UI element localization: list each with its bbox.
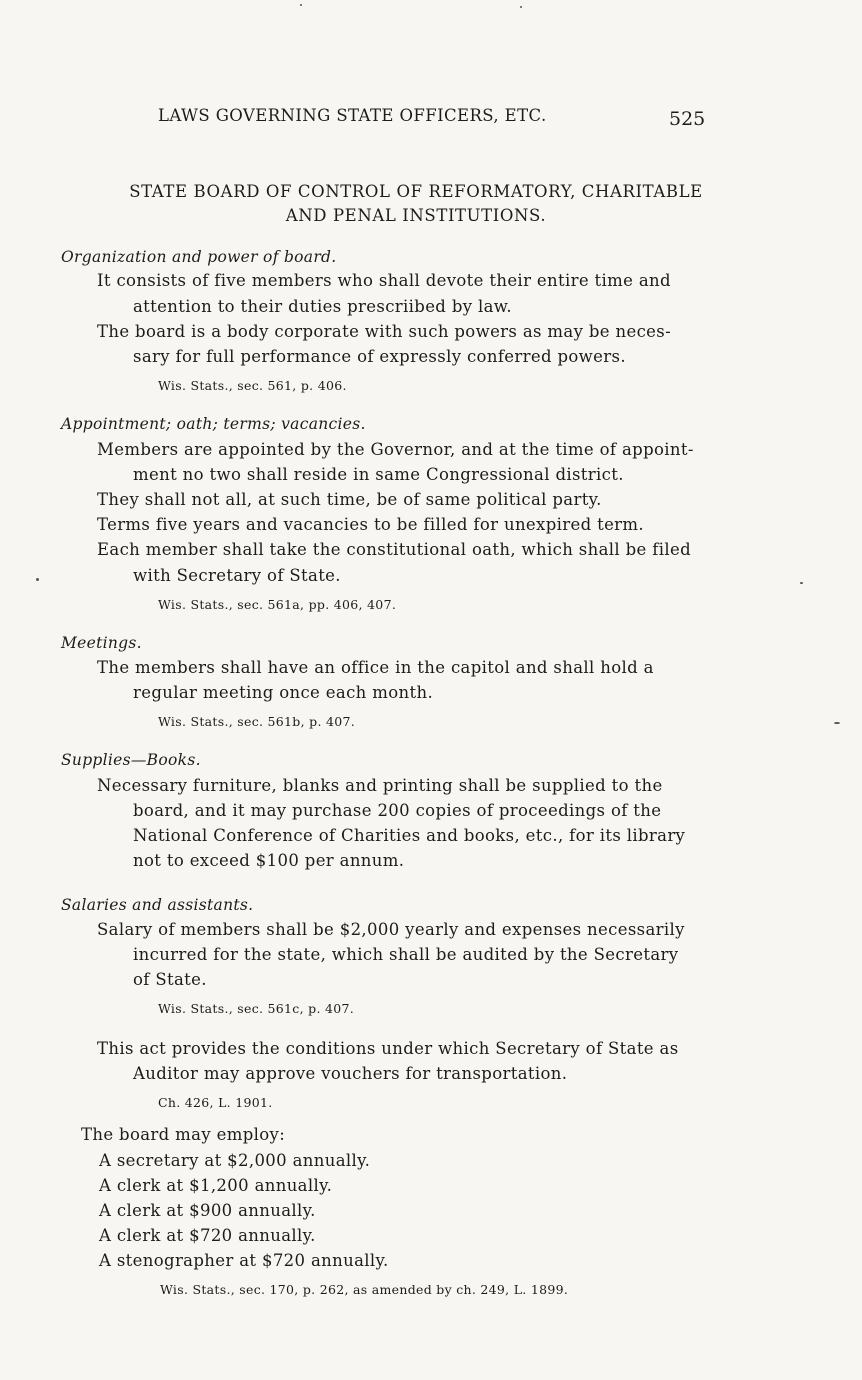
print-speck [834,722,840,724]
paragraph-line: Necessary furniture, blanks and printing shall be supplied to the [97,776,663,795]
running-title: LAWS GOVERNING STATE OFFICERS, ETC. [158,106,547,125]
paragraph-line: National Conference of Charities and books, etc., for its library [133,826,686,845]
paragraph-line: Members are appointed by the Governor, and at the time of appoint- [97,440,694,459]
employees-intro: The board may employ: [81,1125,286,1144]
paragraph-line: The members shall have an office in the capitol and shall hold a [97,658,654,677]
list-item: A secretary at $2,000 annually. [99,1151,371,1170]
citation: Wis. Stats., sec. 561, p. 406. [158,378,347,393]
paragraph-line: The board is a body corporate with such powers as may be neces- [97,322,672,341]
citation: Wis. Stats., sec. 561b, p. 407. [158,714,356,729]
list-item: A clerk at $900 annually. [99,1201,316,1220]
list-item: A clerk at $1,200 annually. [99,1176,333,1195]
list-item: A clerk at $720 annually. [99,1226,316,1245]
paragraph-line: They shall not all, at such time, be of same political party. [97,490,602,509]
paragraph-line: This act provides the conditions under which Secretary of State as [97,1039,679,1058]
section-heading-meetings: Meetings. [61,634,142,652]
section-heading-supplies: Supplies—Books. [61,751,201,769]
print-speck [36,578,39,581]
paragraph-line: sary for full performance of expressly conferred powers. [133,347,626,366]
print-speck [520,6,522,8]
paragraph-line: with Secretary of State. [133,566,341,585]
citation: Wis. Stats., sec. 561c, p. 407. [158,1001,355,1016]
paragraph-line: regular meeting once each month. [133,683,434,702]
paragraph-line: incurred for the state, which shall be audited by the Secretary [133,945,679,964]
document-title-line2: AND PENAL INSTITUTIONS. [285,206,547,225]
paragraph-line: attention to their duties prescriibed by law. [133,297,512,316]
paragraph-line: Terms five years and vacancies to be filled for unexpired term. [97,515,645,534]
paragraph-line: board, and it may purchase 200 copies of proceedings of the [133,801,662,820]
paragraph-line: Salary of members shall be $2,000 yearly and expenses necessarily [97,920,685,939]
paragraph-line: ment no two shall reside in same Congressional district. [133,465,624,484]
section-heading-organization: Organization and power of board. [61,248,337,266]
paragraph-line: Each member shall take the constitutional oath, which shall be filed [97,540,691,559]
citation: Wis. Stats., sec. 170, p. 262, as amended by ch. 249, L. 1899. [160,1282,569,1297]
page-number: 525 [669,108,706,130]
paragraph-line: Auditor may approve vouchers for transportation. [133,1064,568,1083]
document-title-line1: STATE BOARD OF CONTROL OF REFORMATORY, CHARITABLE [129,182,703,201]
list-item: A stenographer at $720 annually. [99,1251,389,1270]
print-speck [300,4,302,6]
citation: Ch. 426, L. 1901. [158,1095,273,1110]
paragraph-line: of State. [133,970,207,989]
print-speck [800,582,803,584]
section-heading-salaries: Salaries and assistants. [61,896,254,914]
paragraph-line: not to exceed $100 per annum. [133,851,405,870]
paragraph-line: It consists of five members who shall devote their entire time and [97,271,671,290]
citation: Wis. Stats., sec. 561a, pp. 406, 407. [158,597,397,612]
section-heading-appointment: Appointment; oath; terms; vacancies. [61,415,366,433]
